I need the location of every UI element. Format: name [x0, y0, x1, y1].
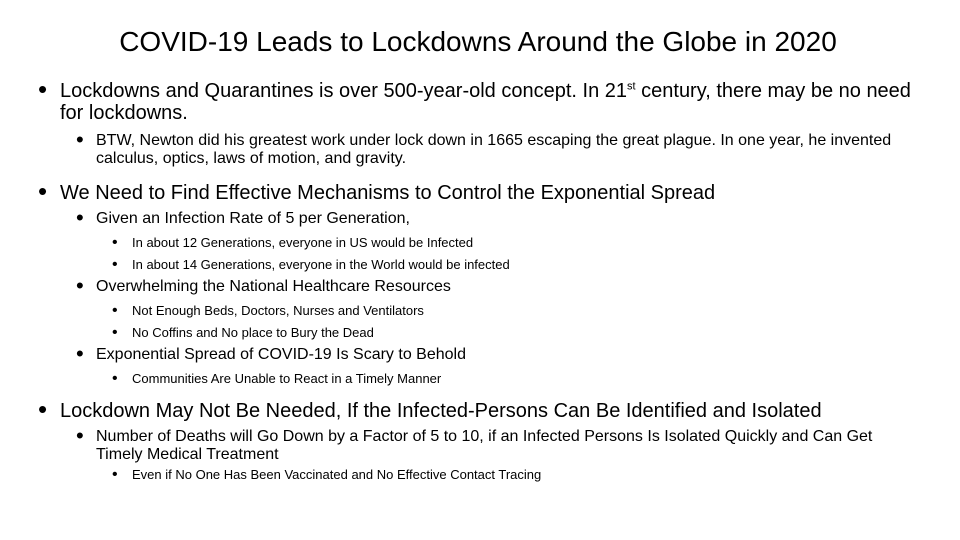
bullet-lockdowns-concept — [38, 74, 918, 124]
subsubbullet-text: In about 12 Generations, everyone in US would be Infected — [132, 235, 474, 250]
subbullet-text: BTW, Newton did his greatest work under lock down in 1665 escaping the great plague. In one year, he invented calculus, optics, laws of motion, and gravity. — [96, 132, 892, 167]
bullet-text: Lockdown May Not Be Needed, If the Infected-Persons Can Be Identified and Isolated — [60, 400, 822, 422]
bullet-text-part: Lockdowns and Quarantines is over 500-year-old concept. In 21 — [60, 80, 628, 102]
subsubbullet-no-vaccine — [112, 467, 912, 482]
subsubbullet-text: Communities Are Unable to React in a Timely Manner — [132, 371, 442, 386]
superscript: st — [627, 80, 636, 93]
subbullet-text: Number of Deaths will Go Down by a Factor of 5 to 10, if an Infected Persons Is Isolated Quickly and Can Get Timely Medical Treatment — [96, 428, 873, 463]
bullet-effective-mechanisms — [38, 176, 918, 206]
bullet-dot-icon: • — [38, 394, 48, 424]
bullet-dot-icon: • — [76, 273, 84, 298]
subsubbullet-coffins — [112, 325, 912, 340]
bullet-dot-icon: • — [76, 423, 84, 448]
bullet-dot-icon: • — [112, 324, 118, 341]
bullet-dot-icon: • — [112, 370, 118, 387]
bullet-text — [38, 74, 918, 124]
subsubbullet-text: Not Enough Beds, Doctors, Nurses and Ventilators — [132, 303, 424, 318]
subsubbullet-text: Even if No One Has Been Vaccinated and No Effective Contact Tracing — [132, 467, 542, 482]
slide-title-text: COVID-19 Leads to Lockdowns Around the Globe in 2020 — [119, 26, 837, 57]
bullet-text: We Need to Find Effective Mechanisms to Control the Exponential Spread — [60, 182, 716, 204]
subbullet-text: Given an Infection Rate of 5 per Generation, — [96, 210, 410, 227]
subsubbullet-world-infected — [112, 257, 912, 272]
subbullet-newton — [76, 127, 916, 168]
bullet-dot-icon: • — [112, 466, 118, 483]
bullet-dot-icon: • — [38, 176, 48, 206]
subsubbullet-beds — [112, 303, 912, 318]
bullet-dot-icon: • — [76, 127, 84, 152]
subbullet-healthcare — [76, 273, 916, 298]
subsubbullet-us-infected — [112, 235, 912, 250]
subbullet-exponential-spread — [76, 341, 916, 366]
subsubbullet-text: In about 14 Generations, everyone in the World would be infected — [132, 257, 510, 272]
bullet-dot-icon: • — [112, 302, 118, 319]
bullet-dot-icon: • — [112, 256, 118, 273]
subsubbullet-communities — [112, 371, 912, 386]
subbullet-deaths — [76, 423, 916, 464]
subbullet-infection-rate — [76, 205, 916, 230]
bullet-dot-icon: • — [112, 234, 118, 251]
slide-title — [0, 22, 960, 62]
subbullet-text: Exponential Spread of COVID-19 Is Scary to Behold — [96, 346, 466, 363]
subbullet-text: Overwhelming the National Healthcare Resources — [96, 278, 451, 295]
bullet-lockdown-not-needed — [38, 394, 938, 424]
bullet-dot-icon: • — [76, 341, 84, 366]
bullet-text-part: century, there may be no need for lockdowns. — [60, 80, 911, 124]
subsubbullet-text: No Coffins and No place to Bury the Dead — [132, 325, 374, 340]
bullet-dot-icon: • — [76, 205, 84, 230]
bullet-dot-icon: • — [38, 74, 48, 104]
